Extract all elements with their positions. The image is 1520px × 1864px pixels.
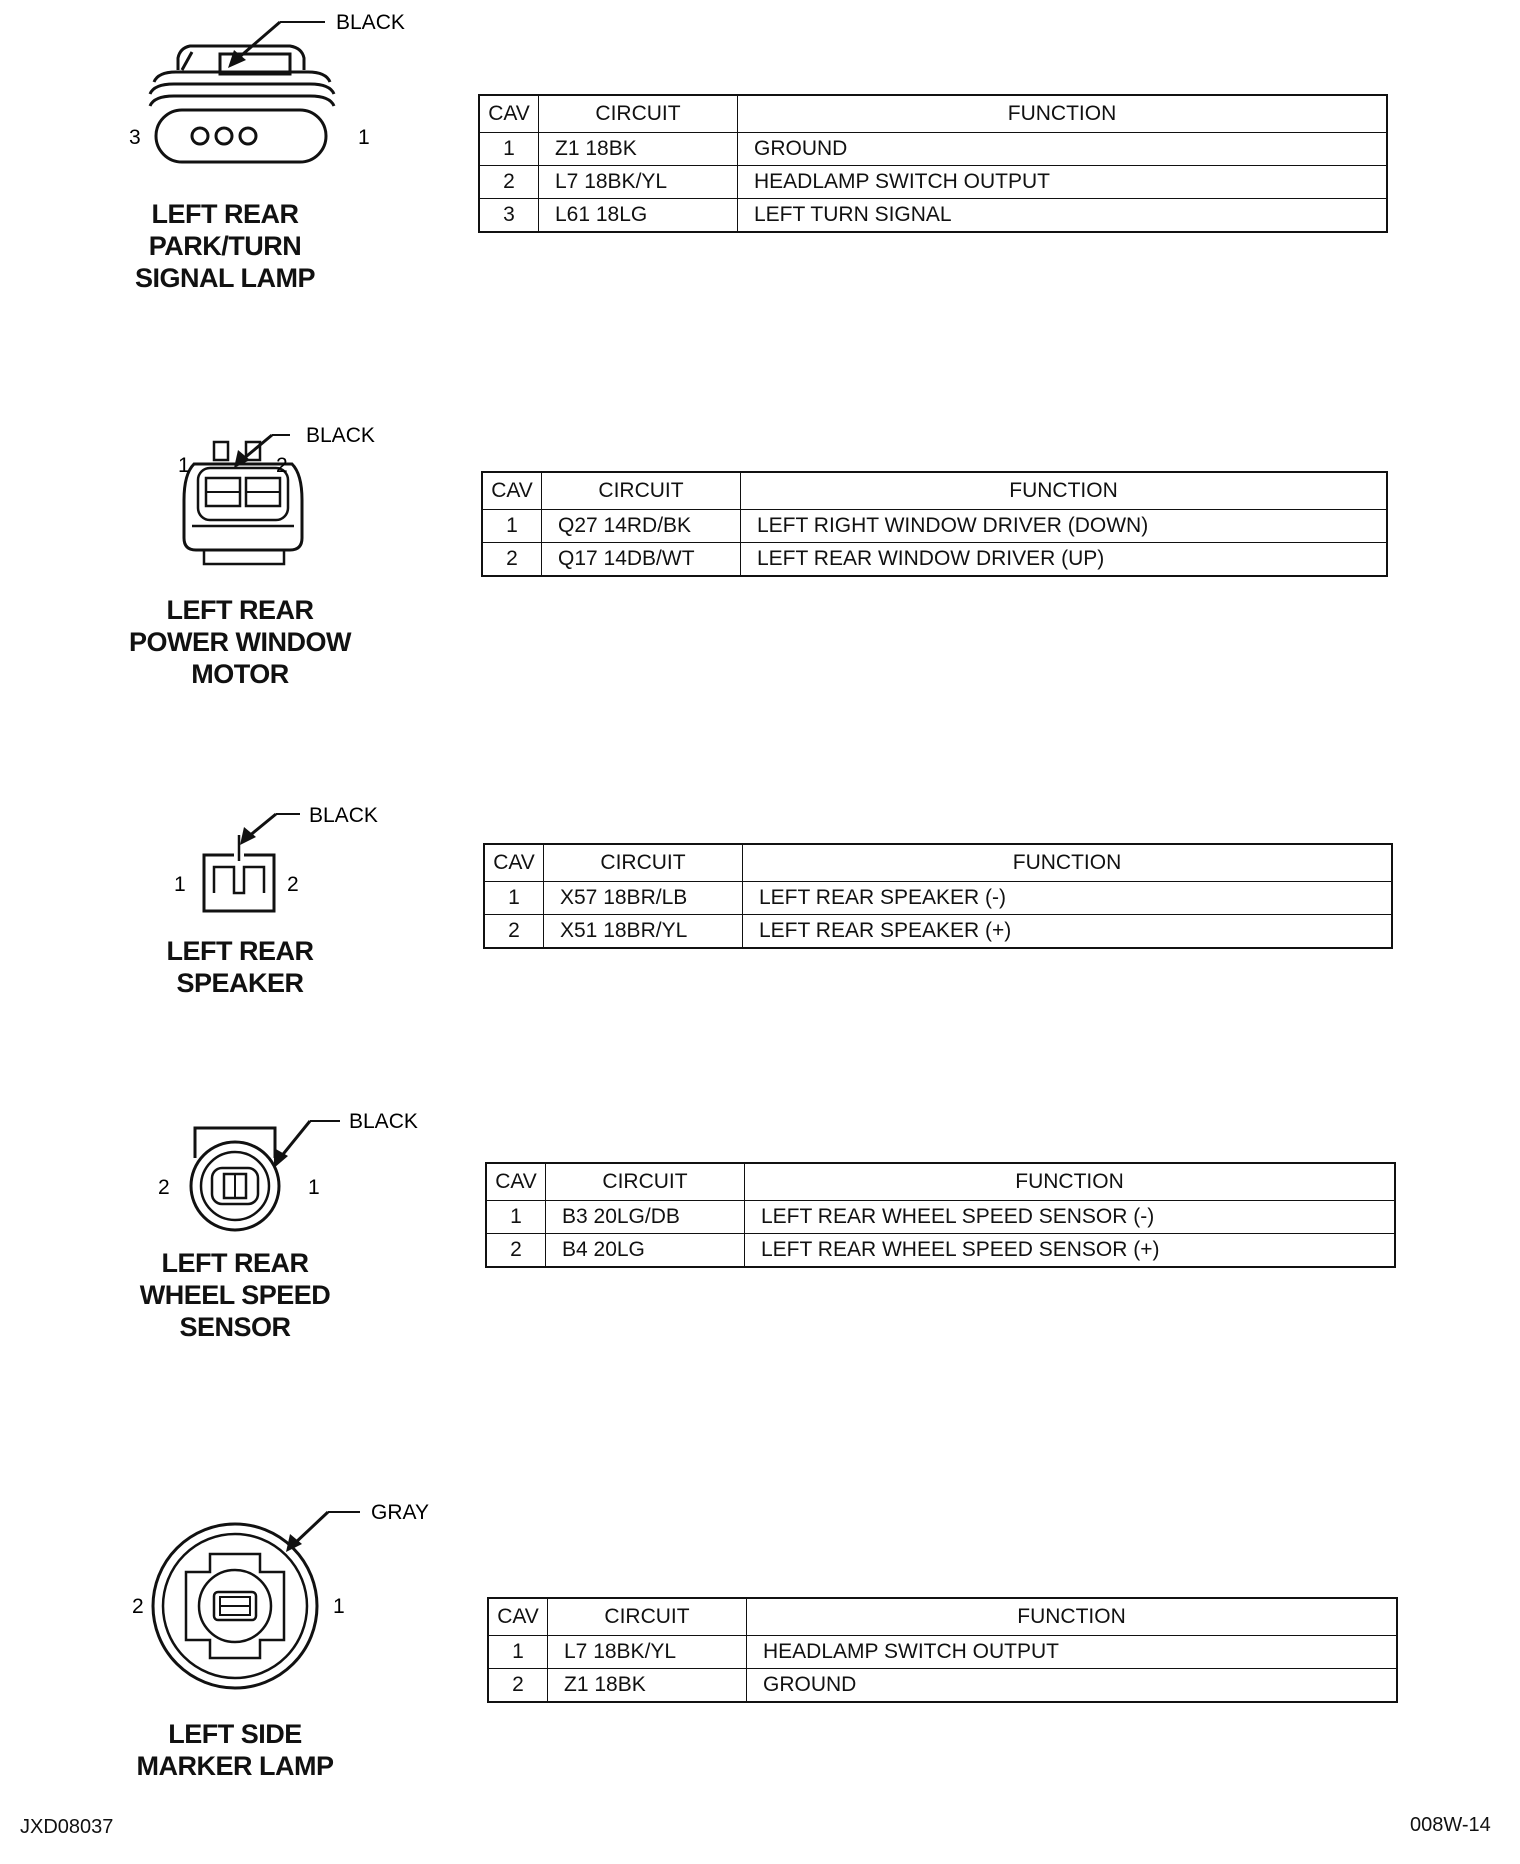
park-turn-lamp-connector-icon [120,10,420,180]
pin-label: 1 [178,454,190,477]
pinout-table [481,471,1388,577]
circuit-header: CIRCUIT [544,844,743,882]
cav-cell: 2 [486,1234,546,1268]
pin-label: 2 [287,873,299,896]
circuit-cell: L61 18LG [539,199,738,233]
connector-color-label: BLACK [306,424,375,447]
cav-cell: 2 [484,915,544,949]
pin-label: 1 [358,126,370,149]
table-row [484,915,1392,949]
wheel-speed-sensor-connector-icon [150,1110,430,1240]
function-header: FUNCTION [743,844,1393,882]
power-window-motor-connector-icon [150,420,410,580]
function-header: FUNCTION [738,95,1388,133]
function-cell: LEFT RIGHT WINDOW DRIVER (DOWN) [741,510,1388,543]
connector-title [130,935,350,999]
pin-label: 3 [129,126,141,149]
side-marker-lamp-connector [120,1490,450,1710]
connector-color-label: GRAY [371,1501,429,1524]
table-row [488,1636,1397,1669]
cav-cell: 2 [482,543,542,577]
circuit-cell: Z1 18BK [539,133,738,166]
function-cell: LEFT TURN SIGNAL [738,199,1388,233]
speaker-connector-icon [160,795,420,925]
pin-label: 1 [308,1176,320,1199]
circuit-cell: B3 20LG/DB [546,1201,745,1234]
cav-header: CAV [488,1598,548,1636]
connector-color-label: BLACK [309,804,378,827]
table-row [479,166,1387,199]
table-row [486,1201,1395,1234]
cav-cell: 1 [484,882,544,915]
circuit-cell: B4 20LG [546,1234,745,1268]
table-row [482,510,1387,543]
table-header-row [479,95,1387,133]
circuit-cell: L7 18BK/YL [548,1636,747,1669]
table-row [486,1234,1395,1268]
circuit-cell: X57 18BR/LB [544,882,743,915]
connector-title [120,1247,350,1343]
title-line: PARK/TURN [148,231,302,261]
cav-cell: 1 [479,133,539,166]
figure-code: JXD08037 [20,1816,114,1838]
page-code: 008W-14 [1410,1814,1491,1836]
circuit-cell: Q17 14DB/WT [542,543,741,577]
cav-cell: 2 [488,1669,548,1703]
function-cell: LEFT REAR WHEEL SPEED SENSOR (+) [745,1234,1396,1268]
circuit-cell: Q27 14RD/BK [542,510,741,543]
circuit-header: CIRCUIT [548,1598,747,1636]
title-line: SIGNAL LAMP [134,263,315,293]
title-line: LEFT SIDE [168,1719,302,1749]
title-line: LEFT REAR [166,936,314,966]
pin-label: 2 [276,454,288,477]
connector-title [110,594,370,690]
title-line: SPEAKER [176,968,304,998]
connector-title [110,198,340,294]
wheel-speed-sensor-connector [150,1110,430,1240]
title-line: LEFT REAR [151,199,299,229]
pin-label: 2 [158,1176,170,1199]
function-cell: GROUND [738,133,1388,166]
function-cell: LEFT REAR SPEAKER (+) [743,915,1393,949]
title-line: MOTOR [191,659,289,689]
cav-header: CAV [479,95,539,133]
pinout-table [483,843,1393,949]
park-turn-lamp-connector [120,10,420,180]
pinout-table [485,1162,1396,1268]
table-header-row [486,1163,1395,1201]
function-cell: HEADLAMP SWITCH OUTPUT [738,166,1388,199]
table-header-row [488,1598,1397,1636]
pin-label: 1 [174,873,186,896]
function-cell: LEFT REAR WINDOW DRIVER (UP) [741,543,1388,577]
connector-color-label: BLACK [336,11,405,34]
circuit-cell: Z1 18BK [548,1669,747,1703]
table-header-row [482,472,1387,510]
table-row [484,882,1392,915]
title-line: SENSOR [179,1312,291,1342]
pin-label: 2 [132,1595,144,1618]
title-line: LEFT REAR [166,595,314,625]
cav-header: CAV [486,1163,546,1201]
side-marker-lamp-connector-icon [120,1490,450,1710]
function-cell: GROUND [747,1669,1398,1703]
connector-color-label: BLACK [349,1110,418,1133]
speaker-connector [160,795,420,925]
function-cell: LEFT REAR SPEAKER (-) [743,882,1393,915]
cav-header: CAV [482,472,542,510]
circuit-header: CIRCUIT [542,472,741,510]
circuit-cell: L7 18BK/YL [539,166,738,199]
table-row [488,1669,1397,1703]
function-header: FUNCTION [741,472,1388,510]
function-cell: LEFT REAR WHEEL SPEED SENSOR (-) [745,1201,1396,1234]
title-line: WHEEL SPEED [139,1280,331,1310]
function-header: FUNCTION [745,1163,1396,1201]
cav-header: CAV [484,844,544,882]
cav-cell: 1 [488,1636,548,1669]
cav-cell: 1 [482,510,542,543]
title-line: POWER WINDOW [129,627,351,657]
table-header-row [484,844,1392,882]
cav-cell: 3 [479,199,539,233]
table-row [479,199,1387,233]
power-window-motor-connector [150,420,410,580]
connector-title [120,1718,350,1782]
cav-cell: 2 [479,166,539,199]
pin-label: 1 [333,1595,345,1618]
function-header: FUNCTION [747,1598,1398,1636]
title-line: LEFT REAR [161,1248,309,1278]
circuit-header: CIRCUIT [546,1163,745,1201]
title-line: MARKER LAMP [136,1751,334,1781]
table-row [479,133,1387,166]
circuit-cell: X51 18BR/YL [544,915,743,949]
cav-cell: 1 [486,1201,546,1234]
pinout-table [487,1597,1398,1703]
circuit-header: CIRCUIT [539,95,738,133]
function-cell: HEADLAMP SWITCH OUTPUT [747,1636,1398,1669]
pinout-table [478,94,1388,233]
table-row [482,543,1387,577]
